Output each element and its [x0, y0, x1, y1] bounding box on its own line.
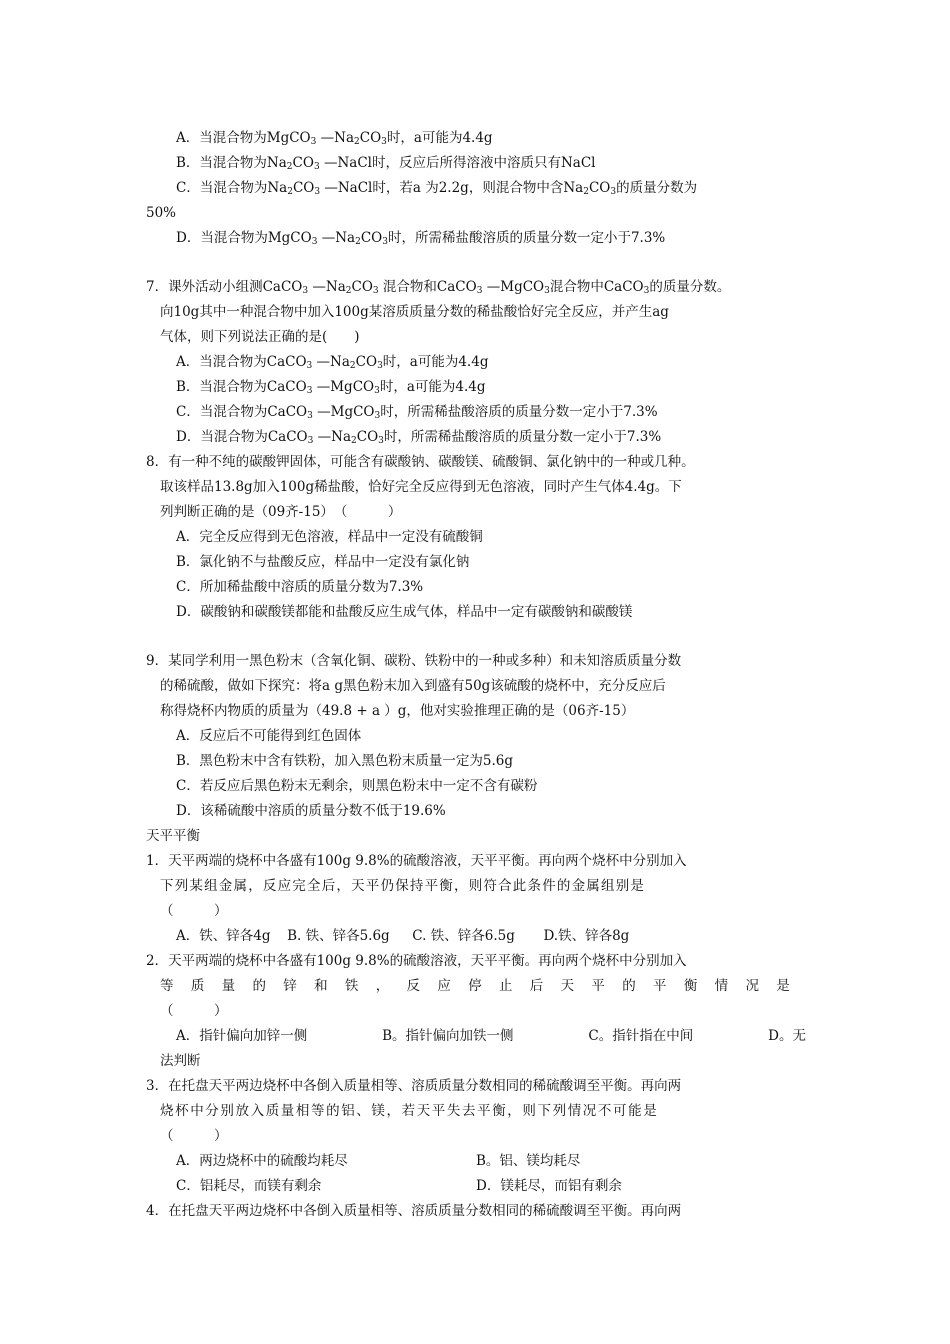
subscript: 3 — [372, 286, 379, 296]
text-run: 时，所需稀盐酸溶质的质量分数一定小于7.3% — [383, 429, 662, 445]
spaced-char: 铁 — [344, 978, 359, 994]
b2-stem-line1: 2．天平两端的烧杯中各盛有100g 9.8%的硫酸溶液，天平平衡。再向两个烧杯中分别加入 — [146, 953, 687, 969]
spaced-char: 平 — [591, 978, 605, 994]
text-run: 时，a可能为4.4g — [386, 130, 493, 146]
text-run: —Na — [313, 429, 351, 445]
text-run: 混合物和CaCO — [378, 279, 477, 295]
subscript: 2 — [345, 286, 352, 296]
b1-option-d: D.铁、锌各8g — [543, 928, 630, 944]
spaced-char: 锌 — [283, 978, 297, 994]
text-run: —MgCO — [312, 404, 375, 420]
q8-option-d: D．碳酸钠和碳酸镁都能和盐酸反应生成气体，样品中一定有碳酸钠和碳酸镁 — [176, 604, 633, 620]
subscript: 2 — [354, 137, 360, 147]
spaced-char: 情 — [714, 978, 729, 994]
q9-option-d: D．该稀硫酸中溶质的质量分数不低于19.6% — [176, 803, 446, 819]
b1-stem-line1: 1．天平两端的烧杯中各盛有100g 9.8%的硫酸溶液，天平平衡。再向两个烧杯中分别加入 — [146, 853, 687, 869]
b3-stem-line1: 3．在托盘天平两边烧杯中各倒入质量相等、溶质质量分数相同的稀硫酸调至平衡。再向两 — [146, 1078, 682, 1094]
text-run: A．当混合物为CaCO — [176, 354, 307, 370]
q7-option-c — [176, 402, 658, 422]
text-run: 的质量分数。 — [649, 279, 731, 295]
subscript: 3 — [643, 286, 650, 296]
text-run: 混合物中CaCO — [549, 279, 644, 295]
text-run: —Na — [308, 279, 346, 295]
text-run: —NaCl时，若a 为2.2g，则混合物中含Na — [320, 180, 584, 196]
b2-option-c: C。指针指在中间 — [588, 1028, 694, 1044]
spaced-char: 是 — [776, 978, 790, 994]
subscript: 2 — [355, 237, 361, 247]
text-run: CO — [292, 155, 314, 171]
spaced-char: 衡 — [683, 978, 698, 994]
q7-stem-line1 — [146, 277, 730, 297]
b1-stem-line3: （ ） — [160, 903, 228, 919]
b4-stem-line1: 4．在托盘天平两边烧杯中各倒入质量相等、溶质质量分数相同的稀硫酸调至平衡。再向两 — [146, 1203, 682, 1219]
b1-option-a: A．铁、锌各4g — [176, 928, 271, 944]
q9-stem-line3: 称得烧杯内物质的质量为（49.8 + a ）g，他对实验推理正确的是（06齐-15） — [160, 703, 635, 719]
subscript: 3 — [306, 386, 313, 396]
q8-option-a: A．完全反应得到无色溶液，样品中一定没有硫酸铜 — [176, 529, 483, 545]
text-run: —MgCO — [312, 379, 375, 395]
text-run: D．当混合物为MgCO — [176, 230, 312, 246]
q7-option-b — [176, 377, 486, 397]
subscript: 3 — [377, 361, 383, 371]
q8-option-b: B．氯化钠不与盐酸反应，样品中一定没有氯化钠 — [176, 554, 470, 570]
subscript: 3 — [544, 286, 550, 296]
text-run: CO — [355, 354, 378, 370]
q8-stem-line3: 列判断正确的是（09齐-15） （ ） — [160, 504, 402, 520]
text-run: 时，a可能为4.4g — [379, 379, 486, 395]
b2-option-a: A．指针偏向加锌一侧 — [176, 1028, 308, 1044]
spaced-char: 后 — [529, 978, 544, 994]
spaced-char: 质 — [190, 978, 205, 994]
spaced-char: 的 — [252, 978, 266, 994]
text-run: 时，所需稀盐酸溶质的质量分数一定小于7.3% — [387, 230, 666, 246]
q7-option-d — [176, 427, 661, 447]
text-run: B．当混合物为CaCO — [176, 379, 307, 395]
b2-option-b: B。指针偏向加铁一侧 — [382, 1028, 514, 1044]
b1-option-c: C. 铁、锌各6.5g — [412, 928, 515, 944]
q9-stem-line2: 的稀硫酸，做如下探究：将a g黑色粉末加入到盛有50g该硫酸的烧杯中，充分反应后 — [160, 678, 666, 694]
text-run: CO — [292, 180, 315, 196]
q9-option-b: B．黑色粉末中含有铁粉，加入黑色粉末质量一定为5.6g — [176, 753, 514, 769]
subscript: 3 — [306, 361, 313, 371]
text-run: CO — [360, 230, 383, 246]
q9-stem-line1: 9．某同学利用一黑色粉末（含氧化铜、碳粉、铁粉中的一种或多种）和未知溶质质量分数 — [146, 653, 682, 669]
b3-option-b: B。铝、镁均耗尽 — [476, 1153, 581, 1169]
text-run: —Na — [317, 230, 356, 246]
text-run: —MgCO — [482, 279, 545, 295]
text-run: 的质量分数为 — [616, 180, 698, 196]
b3-option-a: A．两边烧杯中的硫酸均耗尽 — [176, 1153, 348, 1169]
b1-options — [176, 926, 629, 946]
text-run: 7．课外活动小组测CaCO — [146, 279, 303, 295]
text-run: D．当混合物为CaCO — [176, 429, 308, 445]
section-title: 天平平衡 — [146, 828, 200, 844]
q9-option-c: C．若反应后黑色粉末无剩余，则黑色粉末中一定不含有碳粉 — [176, 778, 538, 794]
q7-stem-line3: 气体，则下列说法正确的是( ) — [160, 329, 360, 345]
q6-option-a — [176, 128, 493, 148]
q7-option-a — [176, 352, 488, 372]
b3-stem-line3: （ ） — [160, 1128, 228, 1144]
text-run: 时，a可能为4.4g — [382, 354, 489, 370]
b3-option-c: C．铝耗尽，而镁有剩余 — [176, 1178, 322, 1194]
subscript: 2 — [583, 187, 589, 197]
text-run: B．当混合物为Na — [176, 155, 287, 171]
b3-stem-line2: 烧杯中分别放入质量相等的铝、镁，若天平失去平衡，则下列情况不可能是 — [160, 1103, 659, 1119]
spaced-char: 停 — [468, 978, 482, 994]
subscript: 3 — [307, 411, 313, 421]
subscript: 3 — [307, 436, 314, 446]
q6-option-b — [176, 153, 595, 173]
subscript: 2 — [349, 361, 356, 371]
q8-stem-line1: 8．有一种不纯的碳酸钾固体，可能含有碳酸钠、碳酸镁、硫酸铜、氯化钠中的一种或几种。 — [146, 454, 695, 470]
spaced-char: 况 — [745, 978, 759, 994]
q8-option-c: C．所加稀盐酸中溶质的质量分数为7.3% — [176, 579, 424, 595]
text-run: A．当混合物为MgCO — [176, 130, 311, 146]
q9-option-a: A．反应后不可能得到红色固体 — [176, 728, 362, 744]
subscript: 3 — [313, 162, 320, 172]
subscript: 2 — [286, 162, 293, 172]
b2-options — [176, 1026, 806, 1046]
spaced-char: 反 — [406, 978, 420, 994]
text-run: CO — [356, 429, 379, 445]
b2-option-d-cont: 法判断 — [160, 1053, 201, 1069]
q8-stem-line2: 取该样品13.8g加入100g稀盐酸，恰好完全反应得到无色溶液，同时产生气体4.4g。下 — [160, 479, 682, 495]
q6-option-c — [176, 178, 697, 198]
q6-option-c-cont: 50% — [146, 205, 177, 221]
subscript: 3 — [610, 187, 617, 197]
b2-stem-line3: （ ） — [160, 1003, 228, 1019]
spaced-char: 的 — [622, 978, 636, 994]
spaced-char: 量 — [221, 978, 236, 994]
b2-option-d: D。无 — [768, 1028, 806, 1044]
b1-stem-line2: 下列某组金属，反应完全后，天平仍保持平衡，则符合此条件的金属组别是 — [160, 878, 646, 894]
spaced-char: 平 — [653, 978, 667, 994]
spaced-char: 应 — [437, 978, 451, 994]
subscript: 3 — [382, 237, 388, 247]
spaced-char: 天 — [560, 978, 575, 994]
subscript: 3 — [314, 187, 321, 197]
text-run: CO — [351, 279, 373, 295]
spaced-char: 等 — [160, 978, 174, 994]
b2-stem-line2 — [160, 976, 790, 996]
text-run: C．当混合物为CaCO — [176, 404, 308, 420]
b3-option-d: D．镁耗尽，而铝有剩余 — [476, 1178, 622, 1194]
subscript: 3 — [476, 286, 483, 296]
subscript: 3 — [374, 386, 380, 396]
subscript: 2 — [287, 187, 293, 197]
text-run: —Na — [316, 130, 355, 146]
subscript: 3 — [378, 436, 384, 446]
q6-option-d — [176, 228, 665, 248]
spaced-char: 和 — [314, 978, 328, 994]
text-run: CO — [359, 130, 382, 146]
text-run: —NaCl时，反应后所得溶液中溶质只有NaCl — [319, 155, 596, 171]
subscript: 3 — [311, 237, 318, 247]
q7-stem-line2: 向10g其中一种混合物中加入100g某溶质质量分数的稀盐酸恰好完全反应，并产生ag — [160, 304, 669, 320]
text-run: C．当混合物为Na — [176, 180, 288, 196]
subscript: 3 — [374, 411, 381, 421]
spaced-char: ， — [375, 978, 390, 994]
subscript: 3 — [302, 286, 309, 296]
spaced-char: 止 — [498, 978, 513, 994]
text-run: 时，所需稀盐酸溶质的质量分数一定小于7.3% — [380, 404, 658, 420]
text-run: —Na — [312, 354, 350, 370]
subscript: 2 — [351, 436, 357, 446]
text-run: CO — [588, 180, 611, 196]
b1-option-b: B. 铁、锌各5.6g — [287, 928, 390, 944]
subscript: 3 — [381, 137, 387, 147]
subscript: 3 — [310, 137, 317, 147]
